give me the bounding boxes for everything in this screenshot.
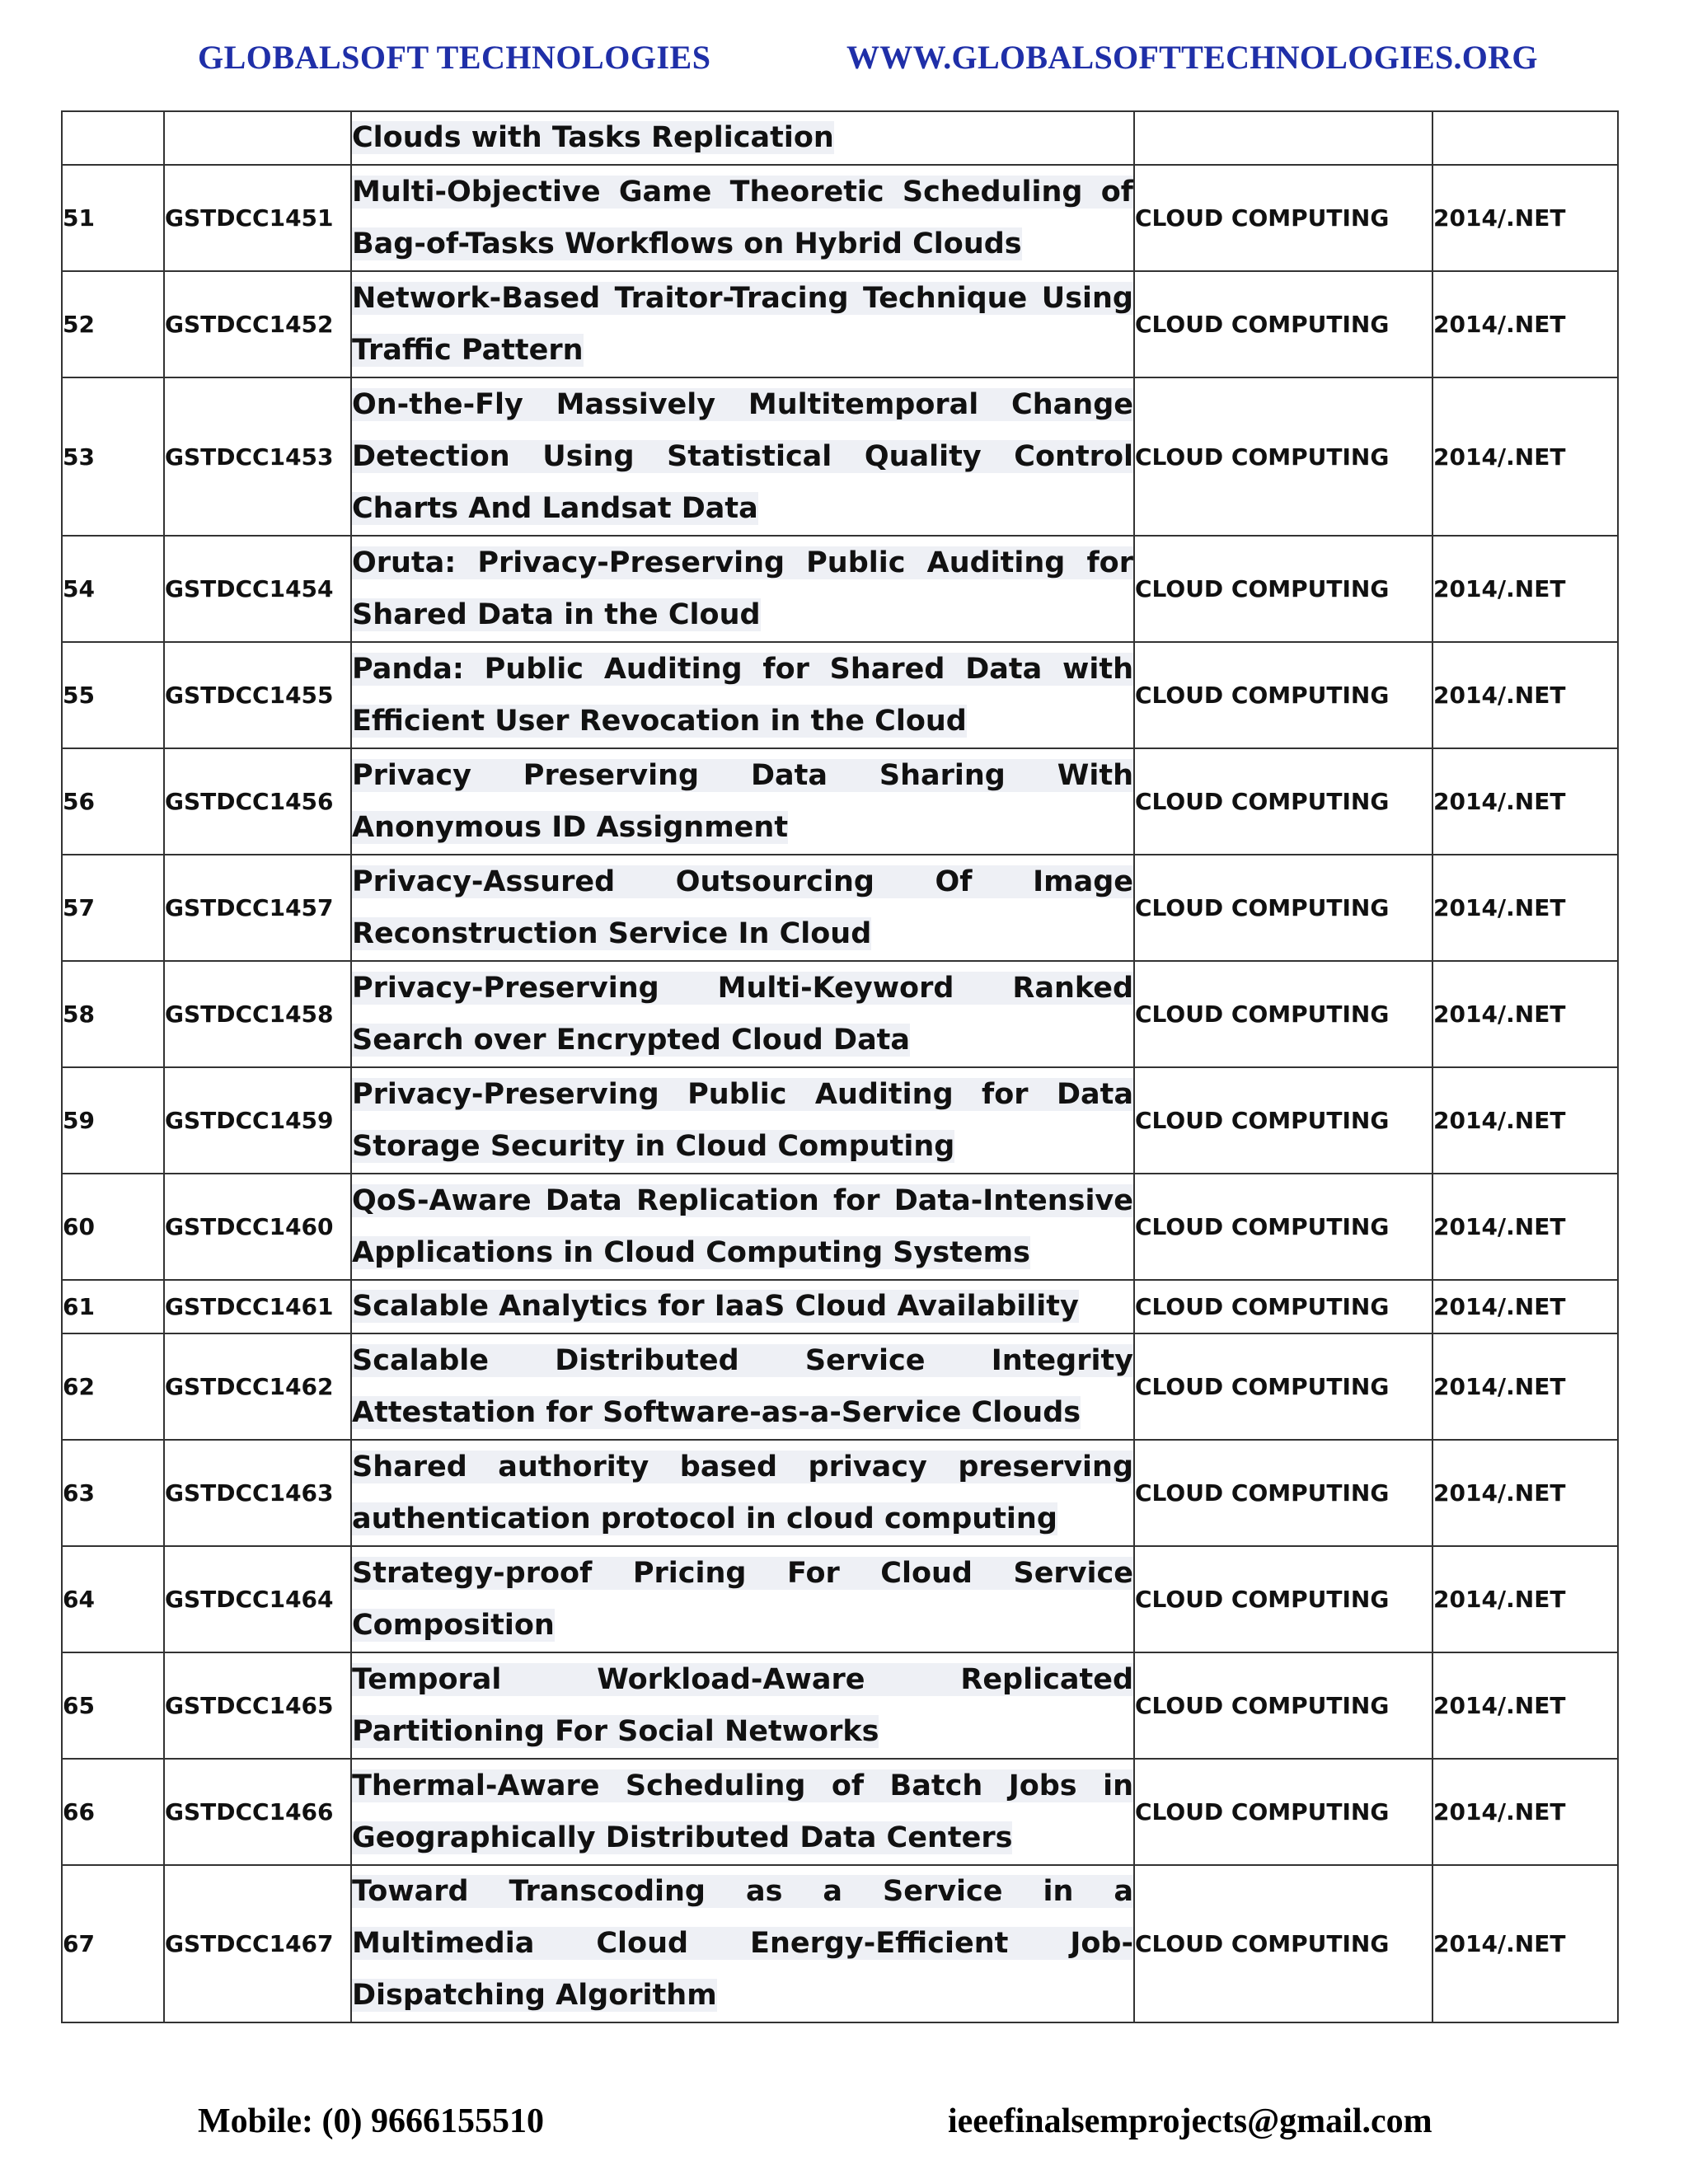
project-number-cell: 57 bbox=[62, 855, 164, 961]
project-code-cell: GSTDCC1464 bbox=[164, 1546, 351, 1652]
project-domain-cell: CLOUD COMPUTING bbox=[1134, 1280, 1432, 1333]
table-row bbox=[62, 1865, 1618, 2022]
project-number-cell: 52 bbox=[62, 271, 164, 377]
table-row bbox=[62, 961, 1618, 1067]
project-number-cell: 53 bbox=[62, 377, 164, 536]
project-year-cell: 2014/.NET bbox=[1432, 1865, 1618, 2022]
project-code-cell: GSTDCC1462 bbox=[164, 1333, 351, 1440]
project-title-cell bbox=[351, 271, 1134, 377]
project-number-cell: 63 bbox=[62, 1440, 164, 1546]
table-row bbox=[62, 1652, 1618, 1759]
project-title-cell bbox=[351, 1333, 1134, 1440]
project-domain-cell: CLOUD COMPUTING bbox=[1134, 1865, 1432, 2022]
project-title-cell bbox=[351, 961, 1134, 1067]
project-year-cell: 2014/.NET bbox=[1432, 165, 1618, 271]
project-domain-cell: CLOUD COMPUTING bbox=[1134, 961, 1432, 1067]
project-domain-cell: CLOUD COMPUTING bbox=[1134, 748, 1432, 855]
project-code-cell: GSTDCC1459 bbox=[164, 1067, 351, 1174]
project-title-text: Shared authority based privacy preserving authentication protocol in cloud computing bbox=[352, 1450, 1133, 1535]
project-title-text: QoS-Aware Data Replication for Data-Intensive Applications in Cloud Computing Systems bbox=[352, 1183, 1133, 1269]
project-year-cell: 2014/.NET bbox=[1432, 1333, 1618, 1440]
project-number-cell: 55 bbox=[62, 642, 164, 748]
project-title-cell bbox=[351, 1174, 1134, 1280]
table-row bbox=[62, 1333, 1618, 1440]
project-number-cell: 58 bbox=[62, 961, 164, 1067]
project-title-text: Privacy Preserving Data Sharing With Anonymous ID Assignment bbox=[352, 758, 1133, 844]
project-number-cell: 65 bbox=[62, 1652, 164, 1759]
table-row bbox=[62, 642, 1618, 748]
project-title-text: Scalable Distributed Service Integrity Attestation for Software-as-a-Service Clouds bbox=[352, 1343, 1133, 1429]
contact-email: ieeefinalsemprojects@gmail.com bbox=[948, 2102, 1432, 2140]
project-domain-cell: CLOUD COMPUTING bbox=[1134, 377, 1432, 536]
projects-table bbox=[61, 110, 1619, 2023]
table-row bbox=[62, 1440, 1618, 1546]
project-domain-cell: CLOUD COMPUTING bbox=[1134, 1440, 1432, 1546]
project-number-cell: 62 bbox=[62, 1333, 164, 1440]
project-code-cell: GSTDCC1466 bbox=[164, 1759, 351, 1865]
project-year-cell: 2014/.NET bbox=[1432, 271, 1618, 377]
project-domain-cell: CLOUD COMPUTING bbox=[1134, 1652, 1432, 1759]
project-code-cell: GSTDCC1461 bbox=[164, 1280, 351, 1333]
project-code-cell bbox=[164, 111, 351, 165]
project-year-cell: 2014/.NET bbox=[1432, 642, 1618, 748]
company-name: GLOBALSOFT TECHNOLOGIES bbox=[198, 39, 711, 76]
project-title-cell bbox=[351, 1546, 1134, 1652]
project-number-cell: 67 bbox=[62, 1865, 164, 2022]
project-year-cell: 2014/.NET bbox=[1432, 1067, 1618, 1174]
project-year-cell: 2014/.NET bbox=[1432, 1440, 1618, 1546]
project-number-cell: 51 bbox=[62, 165, 164, 271]
project-number-cell: 66 bbox=[62, 1759, 164, 1865]
table-row bbox=[62, 1759, 1618, 1865]
project-domain-cell: CLOUD COMPUTING bbox=[1134, 165, 1432, 271]
project-code-cell: GSTDCC1465 bbox=[164, 1652, 351, 1759]
table-row bbox=[62, 165, 1618, 271]
project-title-text: On-the-Fly Massively Multitemporal Change Detection Using Statistical Quality Control Charts And Landsat Data bbox=[352, 387, 1133, 525]
project-year-cell bbox=[1432, 111, 1618, 165]
table-row bbox=[62, 1067, 1618, 1174]
project-title-text: Panda: Public Auditing for Shared Data with Efficient User Revocation in the Cloud bbox=[352, 652, 1133, 738]
project-code-cell: GSTDCC1458 bbox=[164, 961, 351, 1067]
project-code-cell: GSTDCC1452 bbox=[164, 271, 351, 377]
project-year-cell: 2014/.NET bbox=[1432, 1759, 1618, 1865]
project-number-cell bbox=[62, 111, 164, 165]
project-year-cell: 2014/.NET bbox=[1432, 855, 1618, 961]
project-code-cell: GSTDCC1456 bbox=[164, 748, 351, 855]
table-row bbox=[62, 377, 1618, 536]
project-title-cell bbox=[351, 536, 1134, 642]
project-code-cell: GSTDCC1457 bbox=[164, 855, 351, 961]
table-row bbox=[62, 1546, 1618, 1652]
project-title-text: Scalable Analytics for IaaS Cloud Availability bbox=[352, 1290, 1079, 1323]
project-code-cell: GSTDCC1463 bbox=[164, 1440, 351, 1546]
project-title-cell bbox=[351, 377, 1134, 536]
project-year-cell: 2014/.NET bbox=[1432, 1280, 1618, 1333]
project-title-cell bbox=[351, 642, 1134, 748]
table-row bbox=[62, 271, 1618, 377]
project-title-text: Temporal Workload-Aware Replicated Partitioning For Social Networks bbox=[352, 1662, 1133, 1748]
project-title-cell bbox=[351, 1865, 1134, 2022]
project-code-cell: GSTDCC1455 bbox=[164, 642, 351, 748]
project-year-cell: 2014/.NET bbox=[1432, 748, 1618, 855]
project-year-cell: 2014/.NET bbox=[1432, 1652, 1618, 1759]
project-title-text: Privacy-Preserving Public Auditing for Data Storage Security in Cloud Computing bbox=[352, 1077, 1133, 1163]
project-code-cell: GSTDCC1453 bbox=[164, 377, 351, 536]
project-title-text: Privacy-Assured Outsourcing Of Image Reconstruction Service In Cloud bbox=[352, 865, 1133, 950]
project-title-text: Privacy-Preserving Multi-Keyword Ranked Search over Encrypted Cloud Data bbox=[352, 971, 1133, 1057]
table-row bbox=[62, 855, 1618, 961]
table-row bbox=[62, 536, 1618, 642]
project-number-cell: 64 bbox=[62, 1546, 164, 1652]
project-number-cell: 59 bbox=[62, 1067, 164, 1174]
project-title-text: Thermal-Aware Scheduling of Batch Jobs in Geographically Distributed Data Centers bbox=[352, 1769, 1133, 1854]
project-domain-cell: CLOUD COMPUTING bbox=[1134, 1333, 1432, 1440]
project-code-cell: GSTDCC1460 bbox=[164, 1174, 351, 1280]
project-domain-cell: CLOUD COMPUTING bbox=[1134, 855, 1432, 961]
project-code-cell: GSTDCC1467 bbox=[164, 1865, 351, 2022]
project-title-cell bbox=[351, 111, 1134, 165]
project-code-cell: GSTDCC1451 bbox=[164, 165, 351, 271]
project-title-cell bbox=[351, 855, 1134, 961]
project-title-cell bbox=[351, 1440, 1134, 1546]
project-year-cell: 2014/.NET bbox=[1432, 1174, 1618, 1280]
table-row bbox=[62, 1280, 1618, 1333]
project-title-cell bbox=[351, 165, 1134, 271]
project-number-cell: 61 bbox=[62, 1280, 164, 1333]
project-title-cell bbox=[351, 1067, 1134, 1174]
project-number-cell: 60 bbox=[62, 1174, 164, 1280]
project-number-cell: 56 bbox=[62, 748, 164, 855]
projects-table-body bbox=[62, 111, 1618, 2022]
project-code-cell: GSTDCC1454 bbox=[164, 536, 351, 642]
project-domain-cell: CLOUD COMPUTING bbox=[1134, 642, 1432, 748]
project-domain-cell: CLOUD COMPUTING bbox=[1134, 1174, 1432, 1280]
project-year-cell: 2014/.NET bbox=[1432, 961, 1618, 1067]
mobile-number: Mobile: (0) 9666155510 bbox=[198, 2102, 544, 2140]
project-title-text: Oruta: Privacy-Preserving Public Auditing for Shared Data in the Cloud bbox=[352, 546, 1133, 631]
project-title-cell bbox=[351, 1652, 1134, 1759]
project-domain-cell: CLOUD COMPUTING bbox=[1134, 1067, 1432, 1174]
project-title-cell bbox=[351, 1759, 1134, 1865]
project-domain-cell: CLOUD COMPUTING bbox=[1134, 1759, 1432, 1865]
project-year-cell: 2014/.NET bbox=[1432, 1546, 1618, 1652]
page-header bbox=[0, 31, 1688, 89]
page-footer bbox=[0, 2102, 1688, 2151]
project-title-cell bbox=[351, 748, 1134, 855]
project-year-cell: 2014/.NET bbox=[1432, 377, 1618, 536]
website-url: WWW.GLOBALSOFTTECHNOLOGIES.ORG bbox=[846, 39, 1538, 76]
project-domain-cell: CLOUD COMPUTING bbox=[1134, 1546, 1432, 1652]
project-domain-cell bbox=[1134, 111, 1432, 165]
table-row bbox=[62, 111, 1618, 165]
project-number-cell: 54 bbox=[62, 536, 164, 642]
project-year-cell: 2014/.NET bbox=[1432, 536, 1618, 642]
table-row bbox=[62, 748, 1618, 855]
project-title-text: Toward Transcoding as a Service in a Multimedia Cloud Energy-Efficient Job-Dispatching Algorithm bbox=[352, 1875, 1133, 2012]
project-title-text: Multi-Objective Game Theoretic Scheduling of Bag-of-Tasks Workflows on Hybrid Clouds bbox=[352, 175, 1133, 260]
project-domain-cell: CLOUD COMPUTING bbox=[1134, 271, 1432, 377]
project-title-text: Network-Based Traitor-Tracing Technique Using Traffic Pattern bbox=[352, 281, 1133, 367]
table-row bbox=[62, 1174, 1618, 1280]
project-title-text: Strategy-proof Pricing For Cloud Service Composition bbox=[352, 1556, 1133, 1642]
project-title-cell bbox=[351, 1280, 1134, 1333]
project-domain-cell: CLOUD COMPUTING bbox=[1134, 536, 1432, 642]
project-title-text: Clouds with Tasks Replication bbox=[352, 121, 834, 154]
